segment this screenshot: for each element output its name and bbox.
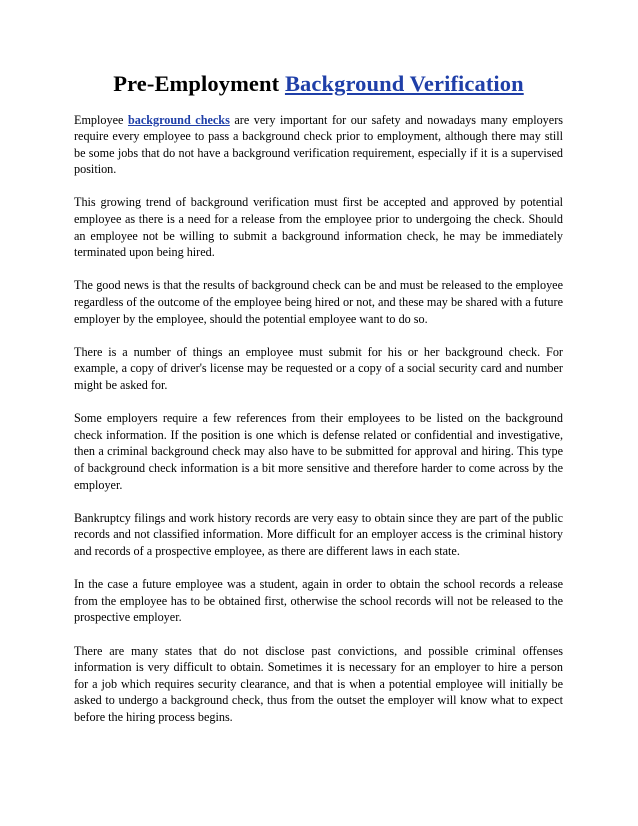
title-text: Pre-Employment (113, 71, 285, 96)
paragraph-8: There are many states that do not disclose past convictions, and possible criminal offenses information is very difficult to obtain. Sometimes it is necessary for an employer to hire a person for a job which requires security clearance, and that is when a potential employee will initially be asked to undergo a background check, thus from the outset the employer will know what to expect before the hiring process begins. (74, 643, 563, 724)
paragraph-2: This growing trend of background verification must first be accepted and approved by potential employee as there is a need for a release from the employee prior to undergoing the check. Should an employee not be willing to submit a background information check, he may be immediately terminated upon being hired. (74, 195, 563, 260)
paragraph-7: In the case a future employee was a student, again in order to obtain the school records a release from the employee has to be obtained first, otherwise the school records will not be released to the prospective employer. (74, 577, 563, 625)
title-link-background-verification[interactable]: Background Verification (284, 71, 524, 96)
paragraph-3: The good news is that the results of background check can be and must be released to the employee regardless of the outcome of the employee being hired or not, and these may be shared with a future employer by the employee, should the potential employee want to do so. (74, 278, 563, 326)
paragraph-6: Bankruptcy filings and work history records are very easy to obtain since they are part of the public records and not classified information. More difficult for an employer access is the criminal history and records of a prospective employee, as there are different laws in each state. (74, 510, 563, 558)
paragraph-1 (74, 112, 563, 178)
paragraph-1-lead: Employee (74, 112, 128, 127)
link-background-checks[interactable]: background checks (127, 112, 230, 127)
paragraph-1-rest: are very important for our safety and nowadays many employers require every employee to pass a background check prior to employment, although there may still be some jobs that do not have a background verification requirement, especially if it is a supervised position. (74, 112, 563, 177)
document-page (74, 68, 563, 742)
document-title (74, 68, 563, 100)
paragraph-4: There is a number of things an employee must submit for his or her background check. For example, a copy of driver's license may be requested or a copy of a social security card and number might be asked for. (74, 344, 563, 392)
paragraph-5: Some employers require a few references from their employees to be listed on the background check information. If the position is one which is defense related or confidential and investigative, then a criminal background check may also have to be submitted for approval and hiring. This type of background check information is a bit more sensitive and therefore harder to come across by the employer. (74, 411, 563, 492)
